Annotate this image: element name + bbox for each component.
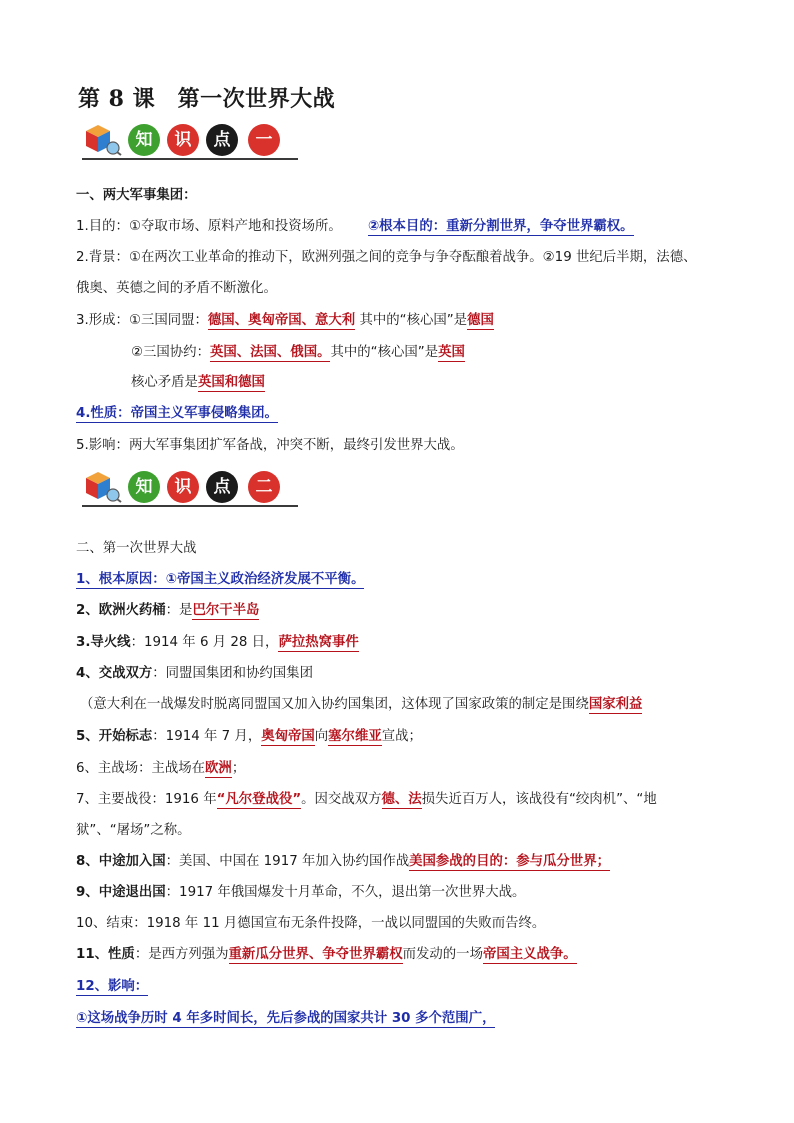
answer-us-purpose: 美国参战的目的：参与瓜分世界；	[409, 854, 610, 869]
answer-core-conflict: 英国和德国	[197, 375, 265, 390]
section2-item-12	[76, 978, 148, 996]
answer-root-cause: 1、根本原因：①帝国主义政治经济发展不平衡。	[76, 572, 365, 587]
answer-entente-core: 英国	[438, 345, 465, 360]
answer-trigger: 萨拉热窝事件	[278, 635, 359, 650]
answer-belligerents: 德、法	[381, 792, 422, 807]
badge-underline	[82, 505, 298, 507]
answer-impact-1: ①这场战争历时 4 年多时间长，先后参战的国家共计 30 多个范围广，	[76, 1011, 496, 1026]
answer-austria-hungary: 奥匈帝国	[261, 729, 315, 744]
section2-item-2: 2、欧洲火药桶：是巴尔干半岛	[76, 603, 260, 618]
section2-item-7-cont: 狱”、“屠场”之称。	[76, 823, 191, 838]
badge-char-zhi: 知	[128, 471, 160, 503]
answer-serbia: 塞尔维亚	[328, 729, 382, 744]
knowledge-cube-icon	[82, 469, 122, 503]
answer-main-battlefield: 欧洲	[205, 761, 232, 776]
section2-heading: 二、第一次世界大战	[76, 541, 197, 556]
answer-fundamental-purpose: ②根本目的：重新分割世界，争夺世界霸权。	[367, 219, 634, 234]
knowledge-cube-icon	[82, 122, 122, 156]
answer-impact-heading: 12、影响：	[76, 979, 149, 994]
section2-item-1	[76, 571, 364, 589]
section2-item-4: 4、交战双方：同盟国集团和协约国集团	[76, 666, 313, 681]
answer-nature: 4.性质：帝国主义军事侵略集团。	[76, 406, 278, 421]
badge-number: 二	[248, 471, 280, 503]
section2-item-3: 3.导火线：1914 年 6 月 28 日，萨拉热窝事件	[76, 635, 359, 650]
section1-heading: 一、两大军事集团：	[76, 188, 197, 203]
section1-item-3: 3.形成：①三国同盟：德国、奥匈帝国、意大利 其中的“核心国”是德国	[76, 313, 494, 328]
section2-item-6: 6、主战场：主战场在欧洲；	[76, 761, 246, 776]
answer-triple-entente: 英国、法国、俄国。	[209, 345, 331, 360]
badge-char-dian: 点	[206, 471, 238, 503]
section1-item-2: 2.背景：①在两次工业革命的推动下，欧洲列强之间的竞争与争夺酝酿着战争。②19 世纪后半期，法德、	[76, 250, 697, 265]
answer-national-interest: 国家利益	[588, 697, 643, 712]
section1-item-2-cont: 俄奥、英德之间的矛盾不断激化。	[76, 281, 277, 296]
answer-war-aim: 重新瓜分世界、争夺世界霸权	[228, 947, 403, 962]
section2-item-11: 11、性质：是西方列强为重新瓜分世界、争夺世界霸权而发动的一场帝国主义战争。	[76, 947, 577, 962]
section2-item-10: 10、结束：1918 年 11 月德国宣布无条件投降，一战以同盟国的失败而告终。	[76, 916, 546, 931]
section1-item-5: 5.影响：两大军事集团扩军备战，冲突不断，最终引发世界大战。	[76, 438, 464, 453]
badge-number: 一	[248, 124, 280, 156]
section1-item-3-entente: ②三国协约：英国、法国、俄国。其中的“核心国”是英国	[131, 345, 465, 360]
knowledge-point-badge-2	[82, 467, 302, 507]
answer-triple-alliance: 德国、奥匈帝国、意大利	[207, 313, 356, 328]
answer-alliance-core: 德国	[467, 313, 494, 328]
section1-core-conflict: 核心矛盾是英国和德国	[131, 375, 265, 390]
section2-item-5: 5、开始标志：1914 年 7 月，奥匈帝国向塞尔维亚宣战；	[76, 729, 422, 744]
section1-item-1: 1.目的：①夺取市场、原料产地和投资场所。 ②根本目的：重新分割世界，争夺世界霸权。	[76, 219, 634, 234]
badge-char-dian: 点	[206, 124, 238, 156]
section2-item-12-point-1	[76, 1010, 495, 1028]
section2-item-9: 9、中途退出国：1917 年俄国爆发十月革命，不久，退出第一次世界大战。	[76, 885, 526, 900]
badge-char-shi: 识	[167, 124, 199, 156]
knowledge-point-badge-1	[82, 120, 302, 160]
badge-char-zhi: 知	[128, 124, 160, 156]
section2-item-8: 8、中途加入国：美国、中国在 1917 年加入协约国作战美国参战的目的：参与瓜分世界；	[76, 854, 610, 869]
section2-item-4-note: （意大利在一战爆发时脱离同盟国又加入协约国集团，这体现了国家政策的制定是围绕国家利益	[80, 697, 643, 712]
badge-char-shi: 识	[167, 471, 199, 503]
answer-verdun: “凡尔登战役”	[216, 792, 302, 807]
answer-war-nature: 帝国主义战争。	[482, 947, 577, 962]
page-title: 第 8 课 第一次世界大战	[78, 86, 336, 112]
section1-item-4	[76, 405, 278, 423]
badge-underline	[82, 158, 298, 160]
section2-item-7: 7、主要战役：1916 年“凡尔登战役”。因交战双方德、法损失近百万人，该战役有“绞肉机”、“地	[76, 792, 657, 807]
answer-powder-keg: 巴尔干半岛	[192, 603, 260, 618]
